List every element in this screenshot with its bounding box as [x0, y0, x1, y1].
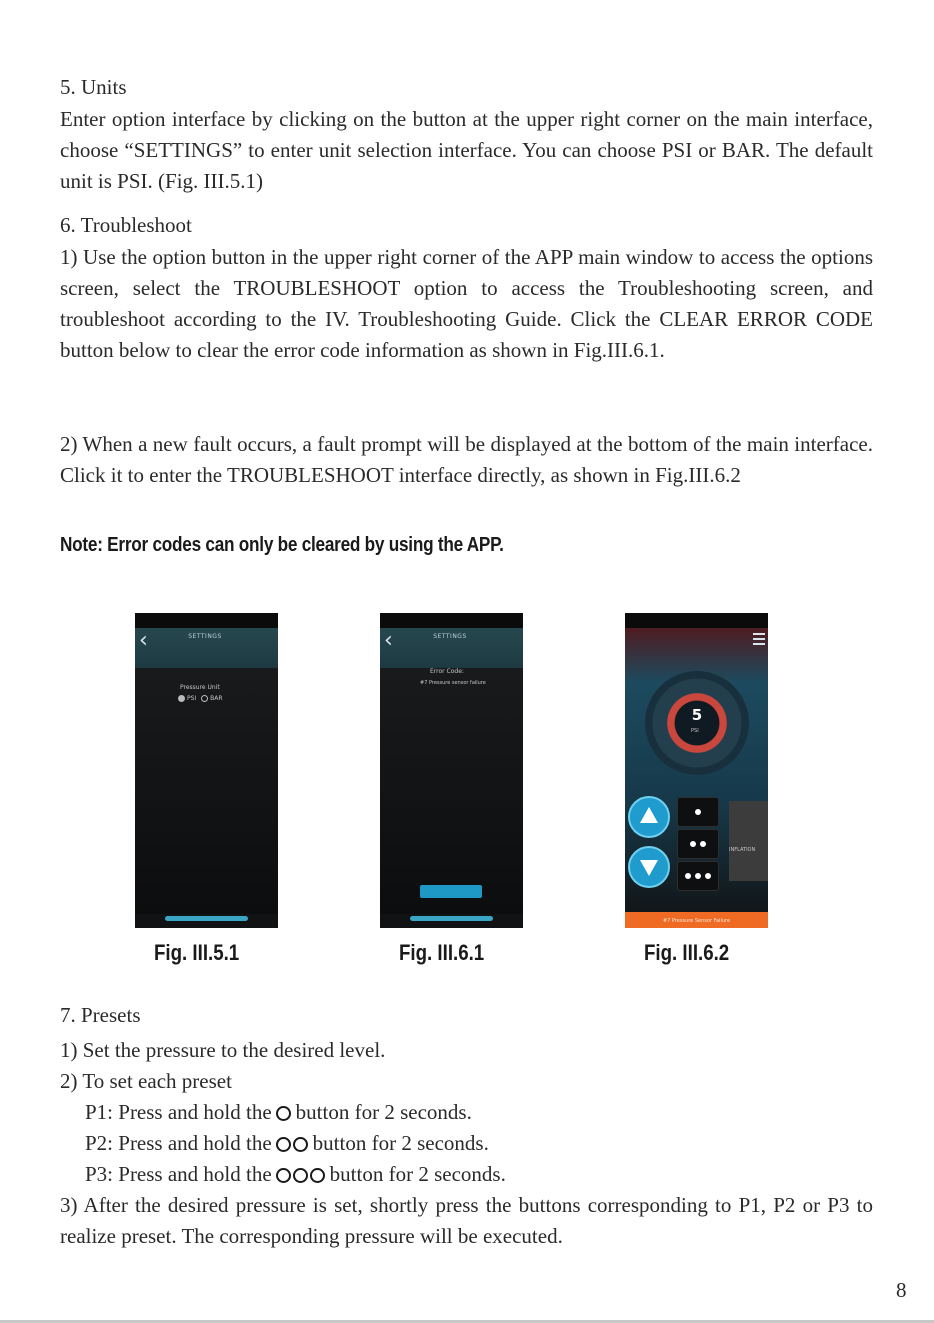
clear-error-code-button — [420, 885, 482, 898]
fig-settings-unit-screen — [135, 613, 278, 928]
screen-title: SETTINGS — [188, 633, 222, 640]
option-psi: PSI — [187, 695, 197, 702]
preset-p3-button — [677, 861, 719, 891]
p3-suffix: button for 2 seconds. — [329, 1162, 506, 1186]
status-bar — [135, 613, 278, 628]
circle-icon — [276, 1137, 291, 1152]
preset-p2-line — [60, 1128, 898, 1159]
radio-bar-icon — [201, 695, 208, 702]
presets-heading: 7. Presets — [60, 1003, 141, 1027]
units-body: Enter option interface by clicking on the button at the upper right corner on the main interface, choose “SETTINGS” to enter unit selection interface. You can choose PSI or BAR. The default unit is PSI. (Fig. III.5.1) — [60, 107, 873, 193]
preset-p2-button — [677, 829, 719, 859]
error-code-text: #7 Pressure sensor failure — [420, 680, 486, 686]
p2-suffix: button for 2 seconds. — [312, 1131, 489, 1155]
page-number: 8 — [896, 1278, 907, 1302]
fig-caption-2: Fig. III.6.1 — [399, 940, 485, 965]
bottom-nav — [135, 914, 278, 928]
back-arrow-icon: ‹ — [139, 628, 148, 653]
bottom-nav — [380, 914, 523, 928]
side-label: INFLATION — [729, 847, 756, 853]
fault-alert-bar — [625, 912, 768, 928]
circle-icon — [293, 1168, 308, 1183]
circle-icon — [293, 1137, 308, 1152]
p2-prefix: P2: Press and hold the — [85, 1131, 272, 1155]
presets-step-2: 2) To set each preset — [60, 1069, 232, 1093]
preset-p1-button — [677, 797, 719, 827]
p1-prefix: P1: Press and hold the — [85, 1100, 272, 1124]
arrow-down-icon — [640, 860, 658, 876]
gauge-unit: PSI — [691, 728, 699, 734]
troubleshoot-step-1: 1) Use the option button in the upper right corner of the APP main window to access the options screen, select the TROUBLESHOOT option to access the Troubleshooting screen, and troubleshoot according to the IV. Troubleshooting Guide. Click the CLEAR ERROR CODE button below to clear the error code information as shown in Fig.III.6.1. — [60, 245, 873, 362]
pressure-up-button — [628, 796, 670, 838]
fig-caption-3: Fig. III.6.2 — [644, 940, 730, 965]
status-bar — [625, 613, 768, 628]
option-bar: BAR — [210, 695, 223, 702]
fig-main-fault-screen — [625, 613, 768, 928]
p3-prefix: P3: Press and hold the — [85, 1162, 272, 1186]
back-arrow-icon: ‹ — [384, 628, 393, 653]
screen-body — [380, 668, 523, 914]
presets-step-3: 3) After the desired pressure is set, shortly press the buttons corresponding to P1, P2 or P3 to realize preset. The corresponding pressure will be executed. — [60, 1193, 873, 1248]
preset-p1-line — [60, 1097, 898, 1128]
screen-title: SETTINGS — [433, 633, 467, 640]
arrow-up-icon — [640, 807, 658, 823]
presets-step-1: 1) Set the pressure to the desired level. — [60, 1038, 386, 1062]
troubleshoot-heading: 6. Troubleshoot — [60, 213, 192, 237]
status-bar — [380, 613, 523, 628]
circle-icon — [276, 1106, 291, 1121]
circle-icon — [310, 1168, 325, 1183]
preset-p3-line — [60, 1159, 898, 1190]
pressure-unit-label: Pressure Unit — [180, 684, 220, 691]
inflation-tile — [729, 801, 768, 881]
circle-icon — [276, 1168, 291, 1183]
units-heading: 5. Units — [60, 75, 127, 99]
troubleshoot-step-2: 2) When a new fault occurs, a fault prompt will be displayed at the bottom of the main interface. Click it to enter the TROUBLESHOOT interface directly, as shown in Fig.III.6.2 — [60, 432, 873, 487]
fig-error-code-screen — [380, 613, 523, 928]
pressure-down-button — [628, 846, 670, 888]
screen-body — [135, 668, 278, 914]
fig-caption-1: Fig. III.5.1 — [154, 940, 240, 965]
radio-psi-icon — [178, 695, 185, 702]
note-error-codes: Note: Error codes can only be cleared by using the APP. — [60, 534, 504, 556]
p1-suffix: button for 2 seconds. — [295, 1100, 472, 1124]
unit-options — [178, 695, 223, 702]
alert-text: #7 Pressure Sensor Failure — [662, 918, 731, 924]
gauge-value: 5 — [691, 706, 703, 724]
error-code-label: Error Code: — [430, 668, 464, 675]
menu-icon — [753, 633, 765, 648]
